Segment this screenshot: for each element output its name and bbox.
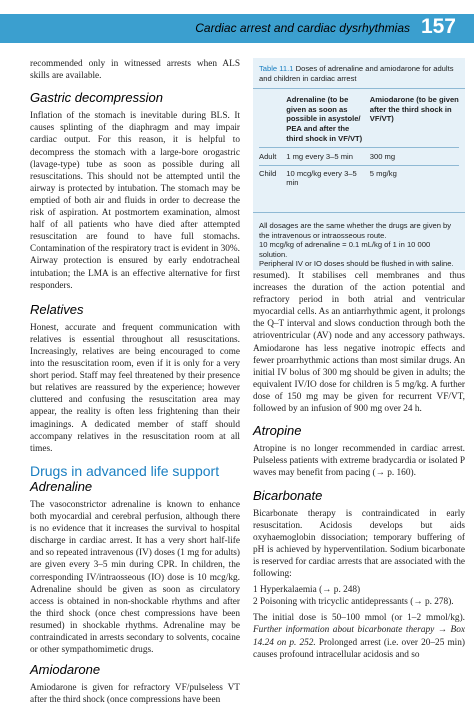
table-row — [259, 166, 459, 192]
table-label: Table 11.1 — [259, 64, 294, 73]
adrenaline-dose: 1 mg every 3–5 min — [286, 152, 353, 162]
drugs-heading: Drugs in advanced life support — [30, 462, 220, 479]
bicarbonate-heading: Bicarbonate — [253, 487, 323, 503]
page-header — [0, 0, 474, 46]
amiodarone-dose: 5 mg/kg — [369, 168, 397, 178]
table-footnote: 10 mcg/kg of adrenaline = 0.1 mL/kg of 1 in 10 000 solution. — [259, 240, 431, 259]
relatives-heading: Relatives — [30, 301, 84, 317]
header-blank-cell — [259, 95, 282, 143]
list-item: 1 Hyperkalaemia (→ p. 248) — [253, 585, 361, 596]
bicarbonate-dose-text — [253, 612, 465, 660]
row-label: Adult — [259, 152, 277, 162]
left-column — [30, 58, 240, 707]
table-row — [259, 148, 459, 166]
atropine-paragraph: Atropine is no longer recommended in cardiac arrest. Pulseless patients with extreme bradycardia or isolated P waves may benefit from pacing (→ p. 160). — [253, 444, 465, 479]
adrenaline-heading: Adrenaline — [30, 478, 93, 494]
relatives-paragraph: Honest, accurate and frequent communication with relatives is essential throughout all resuscitations. Increasingly, relatives are being encouraged to come into the resuscitation room, even if it is only for a very short period. Staff may feel threatened by their presence but relatives are reassured by the experience; however cluttered and confusing the resuscitation area may appear, the reality is often less frightening than their imaginings. A dedicated member of staff should accompany relatives in the resuscitation room at all times. — [30, 322, 240, 454]
amiodarone-continued-paragraph: resumed). It stabilises cell membranes and thus increases the duration of the action potential and refractory period in both atrial and ventricular myocardial cells. As an antiarrhythmic agent, it prolongs the Q–T interval and slows conduction through both the atrioventricular (AV) node and any accessory pathways. Amiodarone has less negative inotropic effects and fewer proarrhythmic actions than most similar drugs. An initial IV bolus of 300 mg should be given in adults; the equivalent IV/IO dose for children is 5 mg/kg. A further dose of 150 mg may be given for recurrent VF/VT, followed by an infusion of 900 mg over 24 h. — [253, 271, 465, 415]
table-11-1 — [253, 58, 465, 270]
bicarbonate-dose: The initial dose is 50–100 mmol (or 1–2 mmol/kg). — [253, 613, 465, 624]
header-rule — [0, 40, 474, 43]
prolonged-arrest-text: Prolonged arrest (i.e. over 20–25 min) causes profound intracellular acidosis and so — [253, 637, 466, 660]
amiodarone-paragraph: Amiodarone is given for refractory VF/pulseless VT after the third shock (once compressions have been — [30, 683, 240, 706]
adrenaline-paragraph: The vasoconstrictor adrenaline is known to enhance both myocardial and cerebral perfusion, although there is no evidence that it increases the survival to hospital discharge in cardiac arrest. It has a very short half-life and so repeated intravenous (IV) doses (1 mg for adults) are given every 3–5 min during CPR. In children, the corresponding IV/intraosseous (IO) dose is 10 mcg/kg. Adrenaline should be given as soon as circulatory access is obtained in non-shockable rhythms and after the third shock (once chest compressions have been resumed) in shockable rhythms. Adrenaline may be contraindicated in arrests secondary to solvents, cocaine or other sympathomimetic drugs. — [30, 500, 240, 656]
header-amiodarone: Amiodarone (to be given after the third shock in VF/VT) — [369, 95, 459, 124]
page-number: 157 — [420, 15, 456, 38]
bicarbonate-paragraph: Bicarbonate therapy is contraindicated in early resuscitation. Acidosis develops but aids oxyhaemoglobin dissociation; temporary buffering of pH is achieved by hyperventilation. Sodium bicarbonate is reserved for cardiac arrests that are associated with the following: — [253, 508, 465, 580]
table-grid — [253, 89, 465, 192]
table-caption — [253, 58, 465, 89]
table-header-row — [259, 89, 459, 148]
list-item: 2 Poisoning with tricyclic antidepressants (→ p. 278). — [253, 597, 454, 608]
intro-paragraph: recommended only in witnessed arrests when ALS skills are available. — [30, 59, 240, 82]
table-footnotes — [253, 212, 465, 273]
adrenaline-dose: 10 mcg/kg every 3–5 min — [286, 168, 357, 188]
row-label: Child — [259, 168, 277, 178]
table-footnote: Peripheral IV or IO doses should be flushed in with saline. — [259, 259, 454, 269]
table-footnote: All dosages are the same whether the drugs are given by the intravenous or intraosseous route. — [259, 220, 452, 240]
amiodarone-heading: Amiodarone — [30, 662, 101, 678]
chapter-title: Cardiac arrest and cardiac dysrhythmias — [195, 21, 410, 35]
amiodarone-dose: 300 mg — [369, 152, 396, 162]
header-adrenaline: Adrenaline (to be given as soon as possible in asystole/ PEA and after the third shock in VF/VT) — [286, 95, 363, 143]
further-info-reference: Further information about bicarbonate therapy → Box 14.24 on p. 252. — [253, 625, 465, 648]
table-title: Doses of adrenaline and amiodarone for adults and children in cardiac arrest — [259, 64, 454, 83]
atropine-heading: Atropine — [253, 423, 302, 439]
right-column — [253, 270, 465, 661]
gastric-paragraph: Inflation of the stomach is inevitable during BLS. It causes splinting of the diaphragm and may impair cardiac output. For this reason, it is helpful to decompress the stomach with a large-bore orogastric (lavage-type) tube as soon as possible during all resuscitations. This should not be attempted until the airway is protected by intubation. The stomach may be emptied of both air and fluids in order to decrease the risk of aspiration. At postmortem examination, almost half of all patients who have died after attempted resuscitation are found to have full stomachs. Contamination of the respiratory tract is evident in 30%. Airway protection is ensured by early endotracheal intubation; the LMA is an effective alternative for first responders. — [30, 111, 240, 291]
gastric-heading: Gastric decompression — [30, 90, 163, 106]
